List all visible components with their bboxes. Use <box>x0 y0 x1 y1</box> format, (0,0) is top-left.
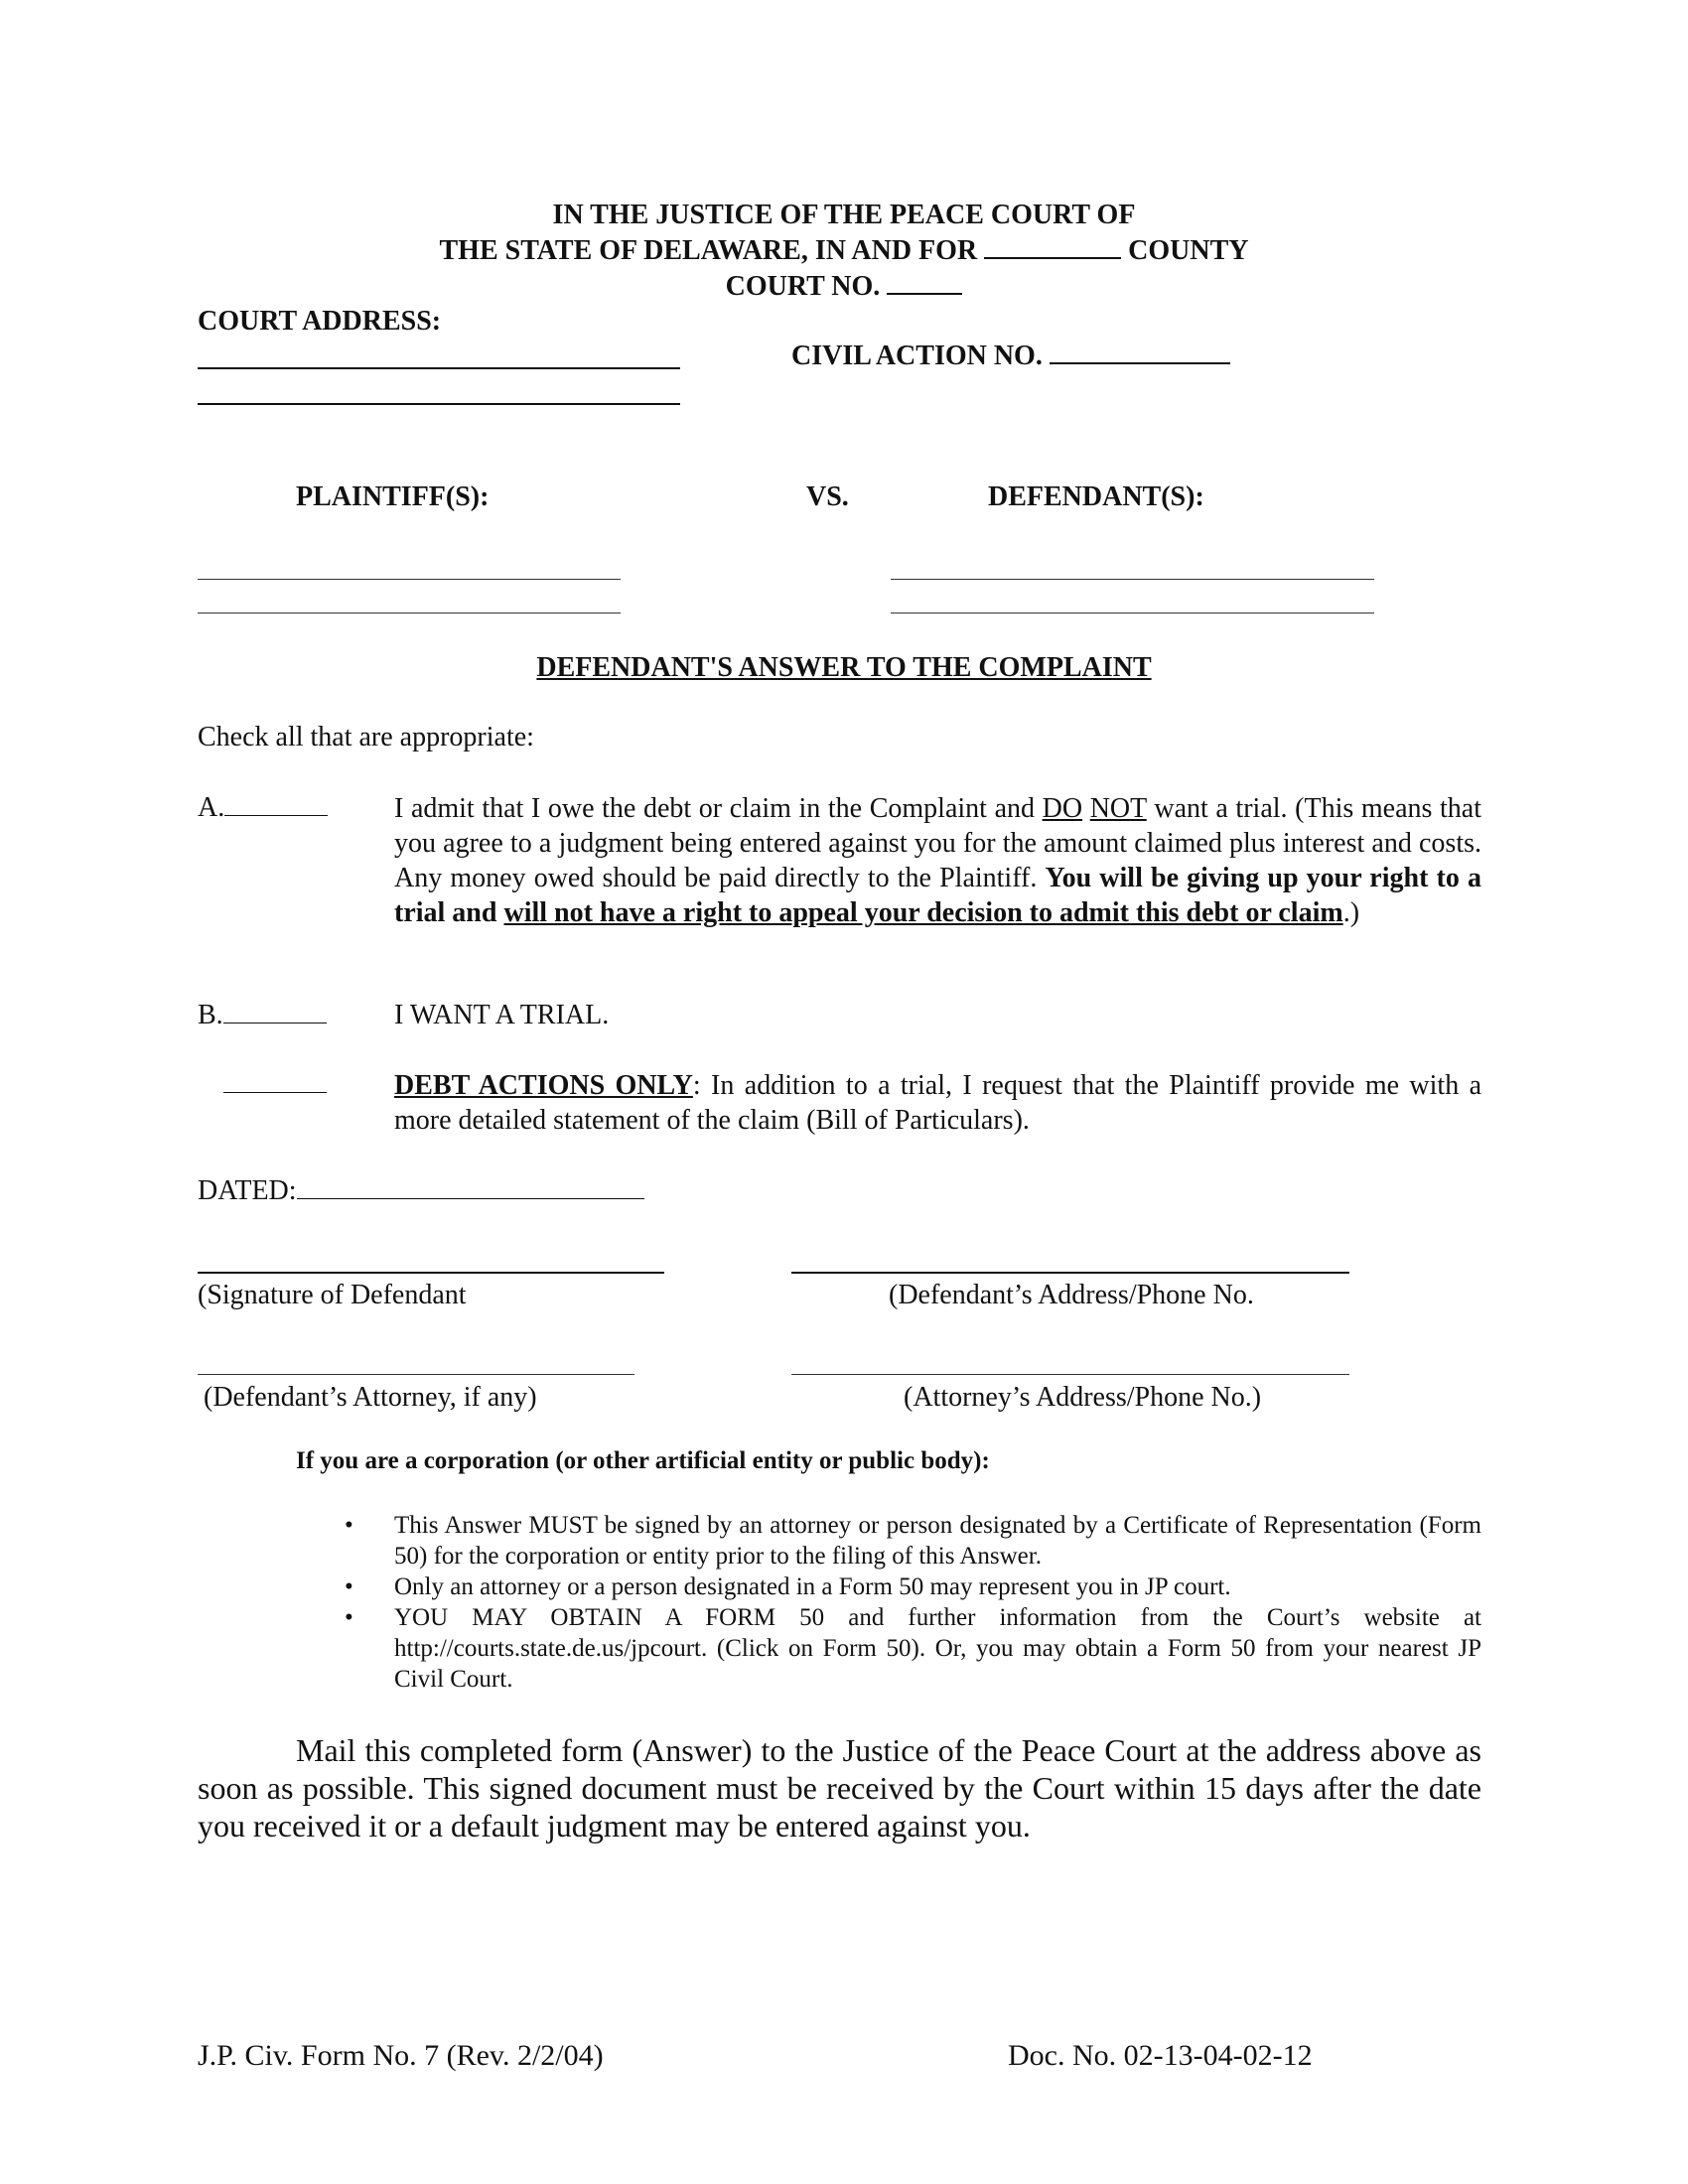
debt-option-blank[interactable] <box>223 1068 327 1093</box>
option-a-text2: want a trial. (This means that you agree to a judgment being entered against you for the amount claimed plus interest and costs. Any money owed should be paid directly to the Plaintiff. <box>394 793 1481 893</box>
bullet-dot-icon: • <box>345 1604 353 1631</box>
civil-action-label: CIVIL ACTION NO. <box>791 341 1043 371</box>
dated-blank[interactable] <box>297 1174 644 1199</box>
corporation-bullet-1-text: This Answer MUST be signed by an attorney or person designated by a Certificate of Representation (Form 50) for the corporation or entity prior to the filing of this Answer. <box>394 1512 1481 1570</box>
signature-line[interactable] <box>198 1272 664 1274</box>
defendant-line-2[interactable] <box>891 613 1374 614</box>
option-b-label: B. <box>198 1000 223 1030</box>
footer-doc-no: Doc. No. 02-13-04-02-12 <box>1008 2039 1313 2072</box>
court-header-line2-suffix: COUNTY <box>1128 235 1249 266</box>
option-a-bold-text: You will be giving up your right to a trial and <box>394 863 1481 928</box>
option-b-blank[interactable] <box>223 999 327 1024</box>
dated-label: DATED: <box>198 1175 297 1206</box>
option-a-not: NOT <box>1089 793 1147 824</box>
dated-field <box>198 1174 644 1208</box>
corporation-bullet-2-text: Only an attorney or a person designated in a Form 50 may represent you in JP court. <box>394 1573 1231 1600</box>
option-b-text: I WANT A TRIAL. <box>394 1000 610 1030</box>
signature-label: (Signature of Defendant <box>198 1280 467 1310</box>
county-blank[interactable] <box>984 235 1121 259</box>
instruction-text: Check all that are appropriate: <box>198 722 534 752</box>
option-a-blank[interactable] <box>224 791 328 816</box>
court-no-label: COURT NO. <box>725 271 881 302</box>
mail-instructions: Mail this completed form (Answer) to the Justice of the Peace Court at the address above as soon as possible. This signed document must be received by the Court within 15 days after the date you received it or a default judgment may be entered against you. <box>198 1732 1481 1843</box>
debt-option-body: : In addition to a trial, I request that the Plaintiff provide me with a more detailed statement of the claim (Bill of Particulars). <box>394 1070 1482 1136</box>
court-header-line2-prefix: THE STATE OF DELAWARE, IN AND FOR <box>439 235 978 266</box>
corporation-bullet-3-text: YOU MAY OBTAIN A FORM 50 and further information from the Court’s website at http://courts.state.de.us/jpcourt. (Click on Form 50). Or, you may obtain a Form 50 from your nearest JP Civil Court. <box>394 1604 1481 1693</box>
corporation-bullet-3 <box>345 1602 1481 1695</box>
debt-option-text <box>394 1068 1481 1138</box>
plaintiff-label: PLAINTIFF(S): <box>296 481 490 512</box>
corporation-bullets <box>345 1510 1481 1695</box>
document-title: DEFENDANT'S ANSWER TO THE COMPLAINT <box>536 652 1152 683</box>
attorney-address-label: (Attorney’s Address/Phone No.) <box>904 1382 1262 1413</box>
debt-option-checkbox[interactable] <box>223 1068 327 1102</box>
corporation-bullet-2 <box>345 1571 1481 1602</box>
option-a-do: DO <box>1042 793 1083 824</box>
corporation-bullet-1 <box>345 1510 1481 1571</box>
option-a-checkbox[interactable] <box>198 791 328 825</box>
defendant-address-label: (Defendant’s Address/Phone No. <box>889 1280 1254 1310</box>
option-a-label: A. <box>198 792 225 823</box>
plaintiff-line-1[interactable] <box>198 579 621 580</box>
footer-form-no: J.P. Civ. Form No. 7 (Rev. 2/2/04) <box>198 2039 604 2072</box>
option-a-text1: I admit that I owe the debt or claim in the Complaint and <box>394 793 1043 824</box>
option-a-text <box>394 791 1481 930</box>
court-header-line1: IN THE JUSTICE OF THE PEACE COURT OF <box>552 200 1136 230</box>
bullet-dot-icon: • <box>345 1512 353 1539</box>
court-address-label: COURT ADDRESS: <box>198 306 442 337</box>
attorney-label: (Defendant’s Attorney, if any) <box>204 1382 537 1413</box>
plaintiff-line-2[interactable] <box>198 613 621 614</box>
defendant-address-line[interactable] <box>791 1272 1349 1274</box>
debt-option-label: DEBT ACTIONS ONLY <box>394 1070 693 1101</box>
civil-action-field <box>791 340 1230 373</box>
option-b-checkbox[interactable] <box>198 999 327 1032</box>
defendant-label: DEFENDANT(S): <box>988 481 1204 512</box>
attorney-line[interactable] <box>198 1374 634 1375</box>
option-a-bold-underline: will not have a right to appeal your decision to admit this debt or claim <box>503 897 1343 928</box>
corporation-heading: If you are a corporation (or other artificial entity or public body): <box>296 1447 990 1474</box>
court-address-line-2[interactable] <box>198 403 680 405</box>
bullet-dot-icon: • <box>345 1573 353 1600</box>
civil-action-blank[interactable] <box>1050 341 1230 364</box>
attorney-address-line[interactable] <box>791 1374 1349 1375</box>
court-header-line3 <box>0 270 1688 304</box>
vs-label: VS. <box>806 481 849 512</box>
court-no-blank[interactable] <box>887 271 962 295</box>
court-address-line-1[interactable] <box>198 367 680 369</box>
option-a-end: .) <box>1342 897 1360 928</box>
court-header-line2 <box>0 234 1688 268</box>
defendant-line-1[interactable] <box>891 579 1374 580</box>
